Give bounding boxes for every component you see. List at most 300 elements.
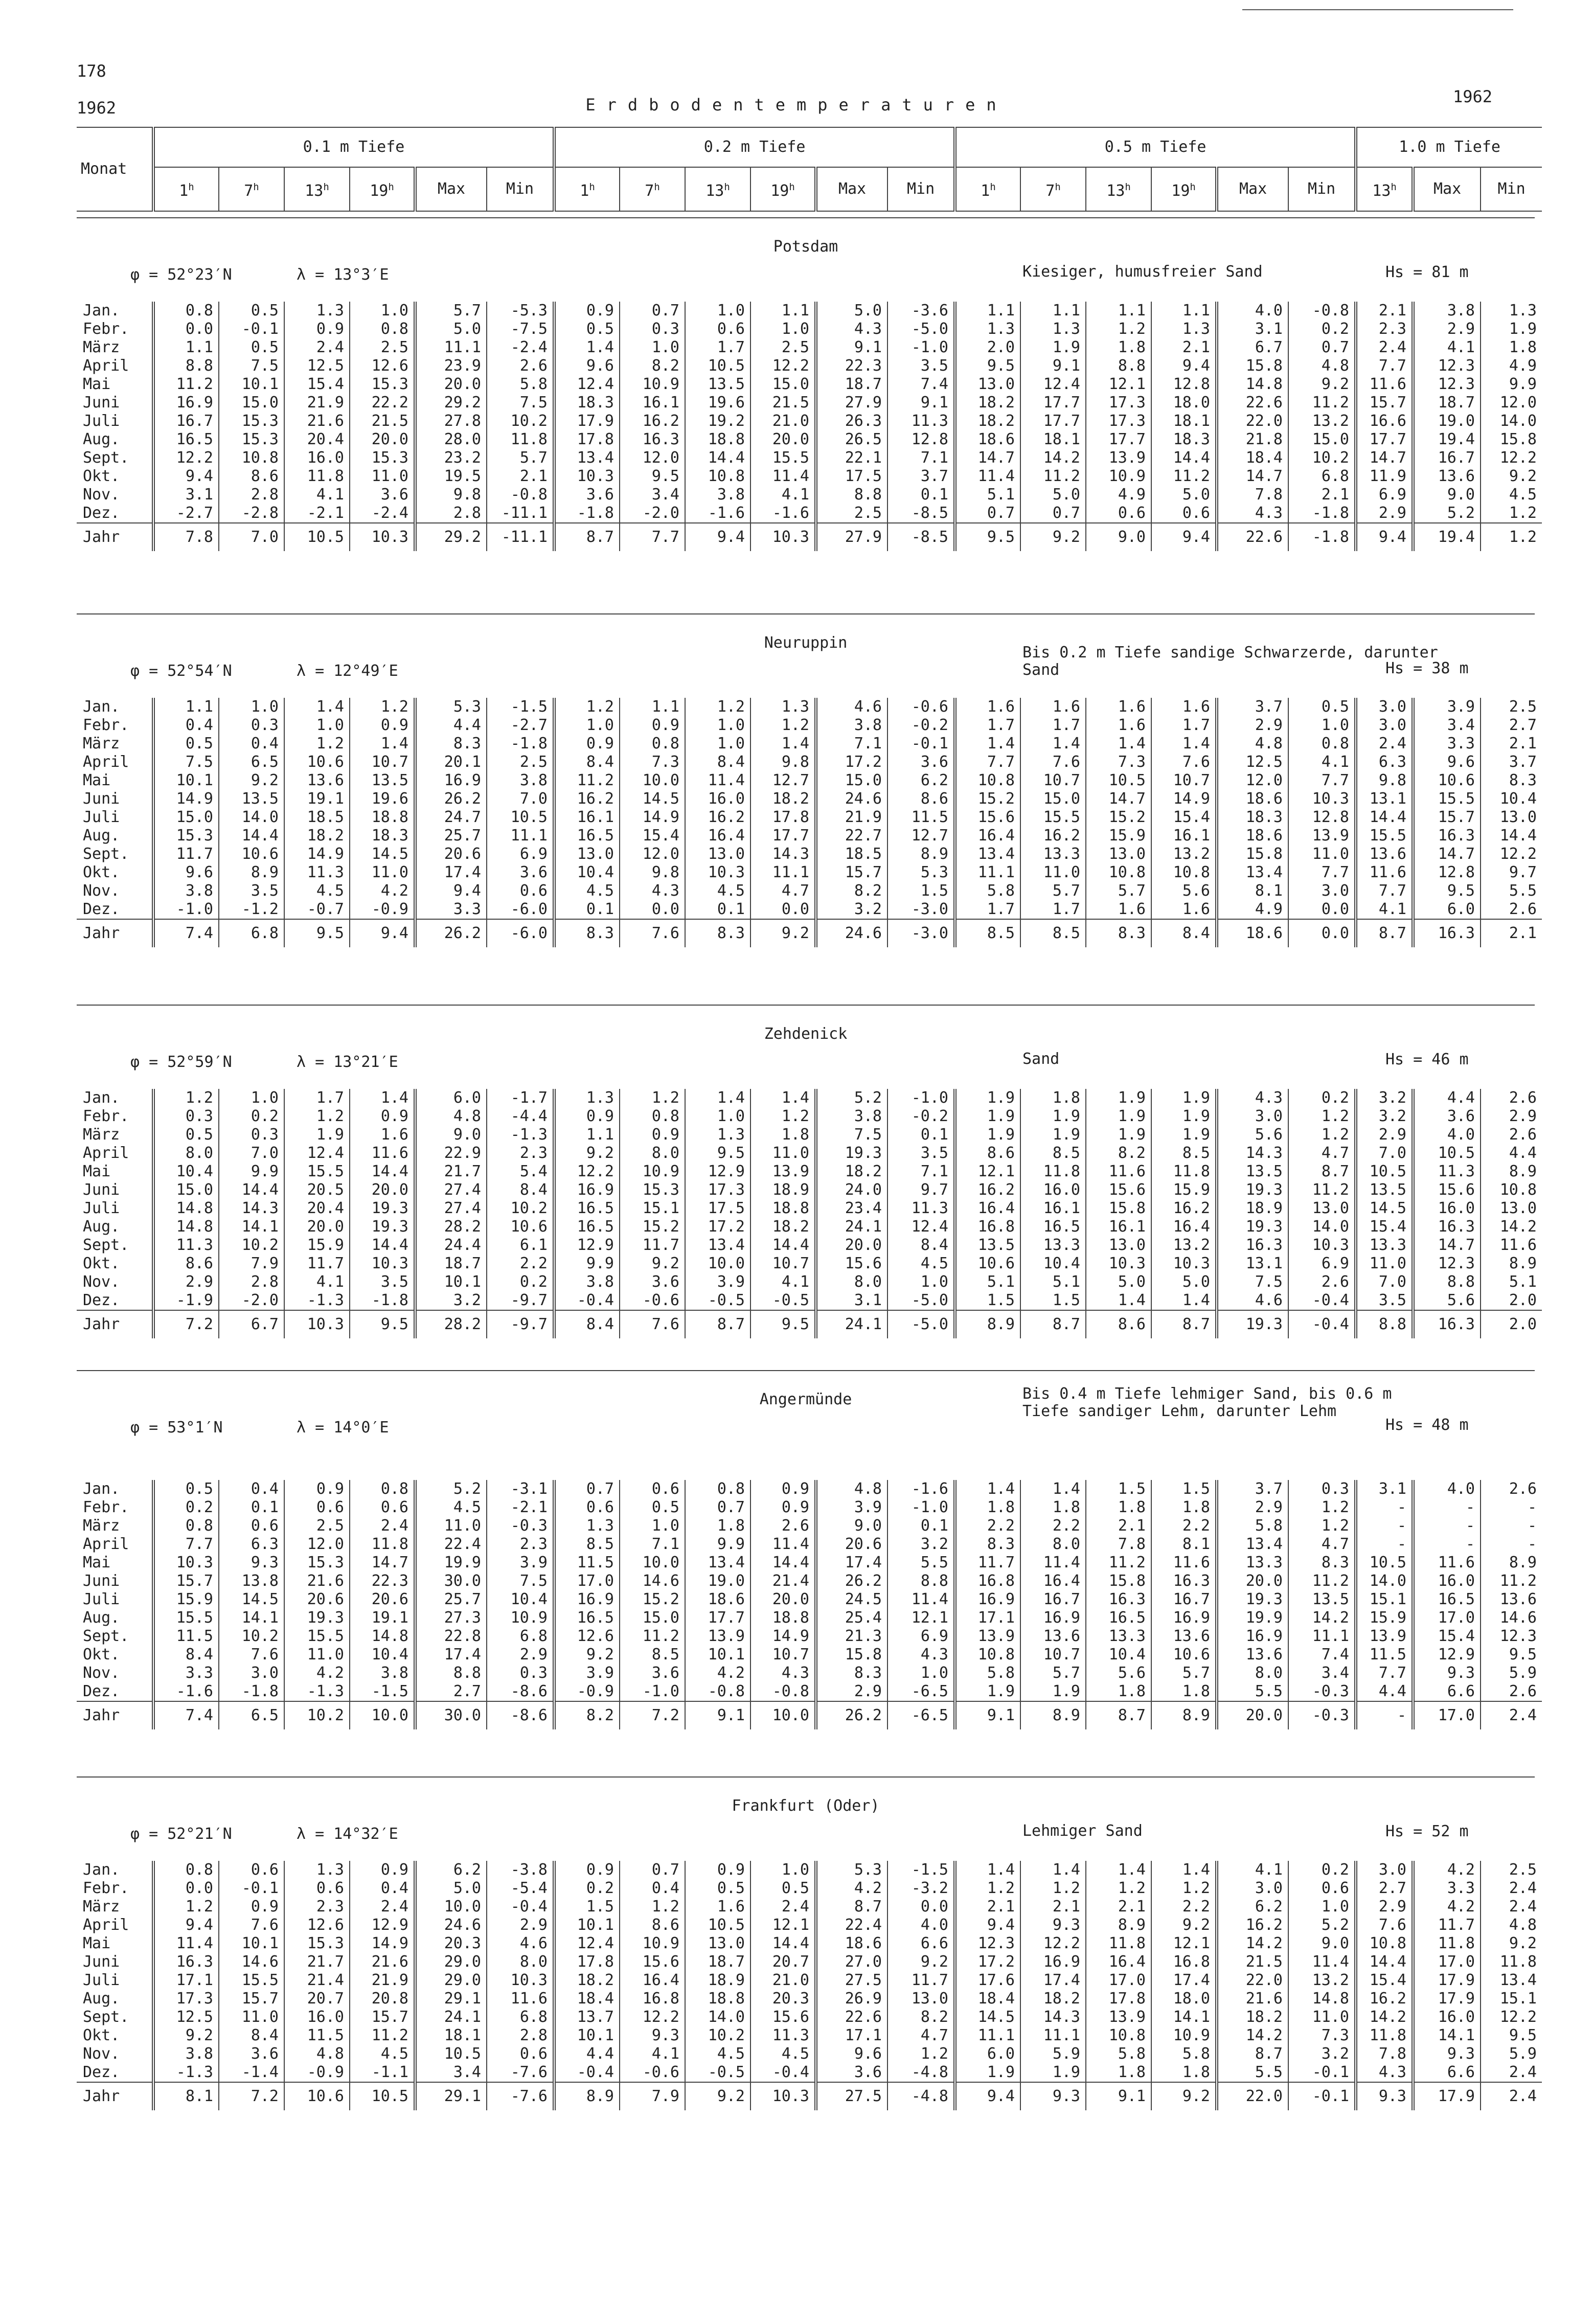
value-cell: 0.7 <box>620 302 685 320</box>
value-cell: 13.0 <box>1086 845 1151 863</box>
value-cell: 6.8 <box>1288 467 1356 486</box>
value-cell: 16.5 <box>554 827 620 845</box>
value-cell: 13.6 <box>1151 1627 1217 1646</box>
value-cell: 27.5 <box>816 1971 887 1990</box>
value-cell: 19.3 <box>1217 1590 1288 1609</box>
value-cell: 13.4 <box>685 1236 750 1255</box>
value-cell: 1.9 <box>1020 1107 1086 1126</box>
value-cell: 0.0 <box>153 1879 219 1898</box>
value-cell: 2.4 <box>1481 2063 1542 2082</box>
value-cell: 1.2 <box>1288 1517 1356 1535</box>
table-row <box>77 827 1542 845</box>
value-cell: 0.9 <box>685 1861 750 1879</box>
soil-description: Bis 0.4 m Tiefe lehmiger Sand, bis 0.6 m Tiefe sandiger Lehm, darunter Lehm <box>1022 1385 1392 1420</box>
value-cell: 13.9 <box>1086 2008 1151 2026</box>
value-cell: 16.5 <box>554 1218 620 1236</box>
value-cell: 1.0 <box>887 1664 955 1682</box>
value-cell: 0.1 <box>887 1126 955 1144</box>
year-value-cell: 8.4 <box>554 1310 620 1338</box>
value-cell: 0.5 <box>219 338 284 357</box>
value-cell: 24.5 <box>816 1590 887 1609</box>
year-value-cell: 9.5 <box>350 1310 415 1338</box>
value-cell: 16.9 <box>415 771 487 790</box>
value-cell: 9.1 <box>816 338 887 357</box>
section-divider <box>77 1005 1535 1006</box>
year-value-cell: -8.6 <box>487 1701 554 1729</box>
value-cell: 17.7 <box>750 827 816 845</box>
value-cell: -1.6 <box>750 504 816 523</box>
value-cell: 13.0 <box>1481 808 1542 827</box>
value-cell: 13.3 <box>1217 1554 1288 1572</box>
value-cell: 0.8 <box>350 320 415 338</box>
value-cell: 20.6 <box>350 1590 415 1609</box>
value-cell: 2.6 <box>1288 1273 1356 1291</box>
station-info <box>77 233 1535 294</box>
value-cell: 0.9 <box>350 716 415 735</box>
value-cell: 6.8 <box>487 1627 554 1646</box>
value-cell: 10.5 <box>685 357 750 375</box>
value-cell: 11.1 <box>487 827 554 845</box>
year-value-cell: 22.0 <box>1217 2082 1288 2110</box>
value-cell: 16.3 <box>1086 1590 1151 1609</box>
latitude: φ = 53°1′N <box>130 1419 223 1437</box>
value-cell: 12.5 <box>1217 753 1288 771</box>
value-cell: 15.4 <box>1356 1971 1413 1990</box>
value-cell: 15.6 <box>955 808 1020 827</box>
value-cell: 14.0 <box>1356 1572 1413 1590</box>
value-cell: 2.6 <box>1481 1126 1542 1144</box>
value-cell: 13.0 <box>955 375 1020 394</box>
value-cell: 2.5 <box>750 338 816 357</box>
month-label: März <box>83 735 120 753</box>
value-cell: 11.2 <box>554 771 620 790</box>
value-cell: 3.2 <box>1356 1089 1413 1107</box>
value-cell: 20.1 <box>415 753 487 771</box>
month-label: Sept. <box>83 1236 129 1254</box>
value-cell: 10.9 <box>487 1609 554 1627</box>
month-label: März <box>83 338 120 356</box>
value-cell: 15.5 <box>1413 790 1481 808</box>
table-row <box>77 1236 1542 1255</box>
value-cell: 5.7 <box>1086 882 1151 900</box>
value-cell: 11.7 <box>1413 1916 1481 1934</box>
value-cell: 16.2 <box>1151 1199 1217 1218</box>
value-cell: 3.0 <box>219 1664 284 1682</box>
value-cell: 15.4 <box>1413 1627 1481 1646</box>
value-cell: 11.5 <box>284 2026 350 2045</box>
value-cell: 10.6 <box>219 845 284 863</box>
value-cell: 0.6 <box>487 882 554 900</box>
value-cell: 5.1 <box>1020 1273 1086 1291</box>
value-cell: 7.9 <box>219 1255 284 1273</box>
value-cell: 24.7 <box>415 808 487 827</box>
value-cell: 1.8 <box>1086 1498 1151 1517</box>
value-cell: 11.0 <box>219 2008 284 2026</box>
value-cell: -2.4 <box>350 504 415 523</box>
value-cell: 17.3 <box>685 1181 750 1199</box>
value-cell: 12.2 <box>620 2008 685 2026</box>
value-cell: 12.2 <box>1481 2008 1542 2026</box>
value-cell: 16.9 <box>955 1590 1020 1609</box>
table-row <box>77 2026 1542 2045</box>
value-cell: 9.3 <box>1413 1664 1481 1682</box>
value-cell: 0.0 <box>1288 900 1356 919</box>
value-cell: -3.8 <box>487 1861 554 1879</box>
month-label: Nov. <box>83 1273 120 1291</box>
station-name: Potsdam <box>773 238 838 256</box>
value-cell: 19.1 <box>350 1609 415 1627</box>
value-cell: 18.4 <box>1217 449 1288 467</box>
value-cell: 1.8 <box>1151 1498 1217 1517</box>
value-cell: 1.9 <box>284 1126 350 1144</box>
value-cell: 20.6 <box>816 1535 887 1554</box>
value-cell: 15.7 <box>219 1990 284 2008</box>
month-label: Mai <box>83 771 111 789</box>
value-cell: 3.6 <box>1413 1107 1481 1126</box>
table-row <box>77 1126 1542 1144</box>
value-cell: 15.8 <box>1086 1199 1151 1218</box>
value-cell: 1.2 <box>750 1107 816 1126</box>
value-cell: 0.6 <box>350 1498 415 1517</box>
value-cell: 18.3 <box>1217 808 1288 827</box>
value-cell: 0.2 <box>153 1498 219 1517</box>
value-cell: 20.7 <box>750 1953 816 1971</box>
station-name: Neuruppin <box>764 634 848 652</box>
column-header <box>77 127 1542 212</box>
value-cell: 20.3 <box>750 1990 816 2008</box>
value-cell: 4.3 <box>816 320 887 338</box>
value-cell: 17.2 <box>955 1953 1020 1971</box>
value-cell: 14.4 <box>1356 1953 1413 1971</box>
value-cell: -2.8 <box>219 504 284 523</box>
value-cell: -0.1 <box>1288 2063 1356 2082</box>
value-cell: 8.7 <box>816 1898 887 1916</box>
value-cell: -1.4 <box>219 2063 284 2082</box>
value-cell: 13.6 <box>284 771 350 790</box>
value-cell: 1.9 <box>1086 1126 1151 1144</box>
value-cell: 0.7 <box>1020 504 1086 523</box>
value-cell: 3.8 <box>685 486 750 504</box>
value-cell: 0.7 <box>1288 338 1356 357</box>
value-cell: 12.1 <box>750 1916 816 1934</box>
value-cell: -0.1 <box>219 1879 284 1898</box>
value-cell: 1.4 <box>955 735 1020 753</box>
value-cell: 17.5 <box>816 467 887 486</box>
value-cell: 14.7 <box>955 449 1020 467</box>
value-cell: -1.8 <box>350 1291 415 1310</box>
month-label: Nov. <box>83 2045 120 2063</box>
value-cell: -0.1 <box>219 320 284 338</box>
year-value-cell: 9.4 <box>685 523 750 551</box>
year-value-cell: 2.4 <box>1481 2082 1542 2110</box>
value-cell: -6.5 <box>887 1682 955 1701</box>
year-label: Jahr <box>77 919 153 947</box>
value-cell: 0.7 <box>685 1498 750 1517</box>
value-cell: 15.0 <box>219 394 284 412</box>
year-value-cell: 22.6 <box>1217 523 1288 551</box>
value-cell: -1.6 <box>153 1682 219 1701</box>
value-cell: 4.2 <box>350 882 415 900</box>
value-cell: 15.5 <box>153 1609 219 1627</box>
value-cell: -0.6 <box>620 1291 685 1310</box>
table-row <box>77 1572 1542 1590</box>
value-cell: 1.2 <box>1151 1879 1217 1898</box>
value-cell: 20.4 <box>284 430 350 449</box>
value-cell: 18.2 <box>750 1218 816 1236</box>
value-cell: 22.6 <box>1217 394 1288 412</box>
value-cell: 12.0 <box>620 845 685 863</box>
value-cell: 1.4 <box>554 338 620 357</box>
value-cell: 13.0 <box>1086 1236 1151 1255</box>
value-cell: 6.7 <box>1217 338 1288 357</box>
value-cell: 14.7 <box>350 1554 415 1572</box>
value-cell: 15.3 <box>219 430 284 449</box>
value-cell: 18.2 <box>284 827 350 845</box>
value-cell: 4.2 <box>284 1664 350 1682</box>
value-cell: 12.8 <box>1288 808 1356 827</box>
value-cell: 6.3 <box>219 1535 284 1554</box>
value-cell: 11.8 <box>1356 2026 1413 2045</box>
value-cell: 5.3 <box>887 863 955 882</box>
value-cell: 9.2 <box>620 1255 685 1273</box>
value-cell: 5.6 <box>1151 882 1217 900</box>
value-cell: 1.9 <box>955 2063 1020 2082</box>
value-cell: 9.2 <box>219 771 284 790</box>
value-cell: 19.3 <box>350 1218 415 1236</box>
value-cell: 3.6 <box>816 2063 887 2082</box>
value-cell: 13.4 <box>1217 1535 1288 1554</box>
year-value-cell: 9.5 <box>750 1310 816 1338</box>
value-cell: 16.5 <box>554 1199 620 1218</box>
value-cell: 1.8 <box>1086 2063 1151 2082</box>
value-cell: 5.7 <box>1020 1664 1086 1682</box>
value-cell: 5.1 <box>955 1273 1020 1291</box>
year-value-cell: -8.5 <box>887 523 955 551</box>
value-cell: 9.6 <box>1413 753 1481 771</box>
value-cell: 19.4 <box>1413 430 1481 449</box>
value-cell: 2.9 <box>153 1273 219 1291</box>
value-cell: 14.0 <box>1481 412 1542 430</box>
value-cell: 8.8 <box>153 357 219 375</box>
month-label: März <box>83 1898 120 1916</box>
value-cell: 9.1 <box>1020 357 1086 375</box>
value-cell: 10.3 <box>350 1255 415 1273</box>
value-cell: 1.1 <box>153 698 219 716</box>
value-cell: 15.9 <box>284 1236 350 1255</box>
value-cell: 11.3 <box>887 1199 955 1218</box>
month-label: April <box>83 1916 129 1934</box>
month-label: Jan. <box>83 1861 120 1879</box>
month-label: April <box>83 1535 129 1553</box>
value-cell: 7.7 <box>1356 1664 1413 1682</box>
value-cell: 14.4 <box>350 1236 415 1255</box>
value-cell: 11.0 <box>750 1144 816 1163</box>
value-cell: 15.8 <box>1217 357 1288 375</box>
value-cell: 12.1 <box>1086 375 1151 394</box>
value-cell: 1.4 <box>750 735 816 753</box>
value-cell: 11.3 <box>284 863 350 882</box>
year-row <box>77 2082 1542 2110</box>
value-cell: 15.5 <box>284 1627 350 1646</box>
value-cell: 14.7 <box>1413 1236 1481 1255</box>
value-cell: 20.0 <box>284 1218 350 1236</box>
value-cell: 1.9 <box>1151 1089 1217 1107</box>
value-cell: 3.2 <box>1356 1107 1413 1126</box>
year-value-cell: 7.0 <box>219 523 284 551</box>
value-cell: -0.3 <box>1288 1682 1356 1701</box>
value-cell: 26.2 <box>415 790 487 808</box>
value-cell: 17.6 <box>955 1971 1020 1990</box>
value-cell: 18.6 <box>685 1590 750 1609</box>
value-cell: 17.1 <box>955 1609 1020 1627</box>
value-cell: 9.0 <box>1288 1934 1356 1953</box>
value-cell: 8.8 <box>415 1664 487 1682</box>
value-cell: 12.2 <box>1020 1934 1086 1953</box>
value-cell: -2.4 <box>487 338 554 357</box>
station-height: Hs = 48 m <box>1385 1416 1469 1434</box>
table-row <box>77 486 1542 504</box>
value-cell: 13.9 <box>1086 449 1151 467</box>
value-cell: 4.6 <box>487 1934 554 1953</box>
year-value-cell: 7.7 <box>620 523 685 551</box>
value-cell: 0.5 <box>685 1879 750 1898</box>
value-cell: 16.9 <box>554 1181 620 1199</box>
value-cell: 10.8 <box>219 449 284 467</box>
value-cell: 9.2 <box>1481 467 1542 486</box>
value-cell: 13.2 <box>1288 1971 1356 1990</box>
value-cell: 5.1 <box>955 486 1020 504</box>
year-value-cell: 8.7 <box>1020 1310 1086 1338</box>
value-cell: 15.7 <box>1413 808 1481 827</box>
value-cell: 16.1 <box>1151 827 1217 845</box>
value-cell: 1.2 <box>1086 1879 1151 1898</box>
value-cell: 15.2 <box>1086 808 1151 827</box>
value-cell: 7.1 <box>620 1535 685 1554</box>
value-cell: 10.3 <box>554 467 620 486</box>
value-cell: 5.0 <box>415 320 487 338</box>
value-cell: 2.9 <box>1217 1498 1288 1517</box>
value-cell: 3.0 <box>1217 1879 1288 1898</box>
value-cell: 12.2 <box>750 357 816 375</box>
value-cell: 0.6 <box>685 320 750 338</box>
value-cell: 2.2 <box>1020 1517 1086 1535</box>
value-cell: 2.2 <box>1151 1898 1217 1916</box>
value-cell: 1.8 <box>1151 2063 1217 2082</box>
value-cell: 9.6 <box>153 863 219 882</box>
value-cell: 15.9 <box>153 1590 219 1609</box>
table-row <box>77 1218 1542 1236</box>
value-cell: 5.8 <box>487 375 554 394</box>
value-cell: 14.6 <box>1481 1609 1542 1627</box>
value-cell: 9.5 <box>1481 2026 1542 2045</box>
month-label: Juni <box>83 1181 120 1199</box>
value-cell: 1.6 <box>1086 716 1151 735</box>
value-cell: 3.8 <box>153 2045 219 2063</box>
value-cell: 9.0 <box>415 1126 487 1144</box>
value-cell: -1.5 <box>350 1682 415 1701</box>
value-cell: 10.2 <box>685 2026 750 2045</box>
value-cell: 20.0 <box>415 375 487 394</box>
value-cell: 21.8 <box>1217 430 1288 449</box>
value-cell: 2.3 <box>487 1535 554 1554</box>
value-cell: 11.4 <box>1020 1554 1086 1572</box>
year-value-cell: 8.1 <box>153 2082 219 2110</box>
value-cell: 3.1 <box>816 1291 887 1310</box>
value-cell: 1.5 <box>1151 1480 1217 1498</box>
value-cell: 16.5 <box>153 430 219 449</box>
value-cell: 14.1 <box>1151 2008 1217 2026</box>
value-cell: 21.0 <box>750 412 816 430</box>
soil-description: Bis 0.2 m Tiefe sandige Schwarzerde, darunter Sand <box>1022 644 1438 679</box>
value-cell: 14.8 <box>153 1199 219 1218</box>
value-cell: 11.7 <box>284 1255 350 1273</box>
value-cell: 13.5 <box>1217 1163 1288 1181</box>
table-row <box>77 900 1542 919</box>
soil-description: Sand <box>1022 1050 1060 1068</box>
value-cell: 2.2 <box>1151 1517 1217 1535</box>
value-cell: 16.9 <box>1020 1953 1086 1971</box>
value-cell: 11.7 <box>955 1554 1020 1572</box>
value-cell: 18.8 <box>350 808 415 827</box>
value-cell: 26.3 <box>816 412 887 430</box>
value-cell: 16.0 <box>1413 1199 1481 1218</box>
value-cell: 22.0 <box>1217 412 1288 430</box>
year-row <box>77 1701 1542 1729</box>
value-cell: 4.5 <box>685 882 750 900</box>
value-cell: 14.1 <box>219 1609 284 1627</box>
value-cell: 3.8 <box>487 771 554 790</box>
value-cell: 29.2 <box>415 394 487 412</box>
value-cell: 2.3 <box>284 1898 350 1916</box>
value-cell: 14.0 <box>685 2008 750 2026</box>
year-value-cell: 10.3 <box>750 2082 816 2110</box>
value-cell: 5.5 <box>1217 1682 1288 1701</box>
value-cell: 1.4 <box>685 1089 750 1107</box>
value-cell: 8.6 <box>620 1916 685 1934</box>
value-cell: 13.3 <box>1020 1236 1086 1255</box>
value-cell: 2.0 <box>955 338 1020 357</box>
value-cell: 9.2 <box>554 1144 620 1163</box>
value-cell: 7.0 <box>487 790 554 808</box>
year-value-cell: 9.2 <box>1151 2082 1217 2110</box>
value-cell: 11.6 <box>487 1990 554 2008</box>
value-cell: 13.0 <box>887 1990 955 2008</box>
value-cell: 21.9 <box>816 808 887 827</box>
value-cell: 4.3 <box>1217 1089 1288 1107</box>
table-row <box>77 1554 1542 1572</box>
value-cell: 16.2 <box>1356 1990 1413 2008</box>
value-cell: 15.0 <box>750 375 816 394</box>
value-cell: 6.6 <box>1413 2063 1481 2082</box>
station-name: Angermünde <box>759 1391 852 1408</box>
value-cell: 18.8 <box>685 1990 750 2008</box>
value-cell: 8.8 <box>1086 357 1151 375</box>
value-cell: 1.4 <box>955 1861 1020 1879</box>
value-cell: -1.3 <box>284 1682 350 1701</box>
value-cell: 20.4 <box>284 1199 350 1218</box>
year-value-cell: 9.2 <box>1020 523 1086 551</box>
value-cell: 6.2 <box>1217 1898 1288 1916</box>
value-cell: 10.8 <box>685 467 750 486</box>
value-cell: 19.2 <box>685 412 750 430</box>
value-cell: 29.0 <box>415 1953 487 1971</box>
value-cell: 1.0 <box>219 698 284 716</box>
value-cell: 27.3 <box>415 1609 487 1627</box>
month-label: Okt. <box>83 467 120 485</box>
soil-description: Kiesiger, humusfreier Sand <box>1022 263 1263 281</box>
value-cell: 14.9 <box>750 1627 816 1646</box>
table-row <box>77 2008 1542 2026</box>
